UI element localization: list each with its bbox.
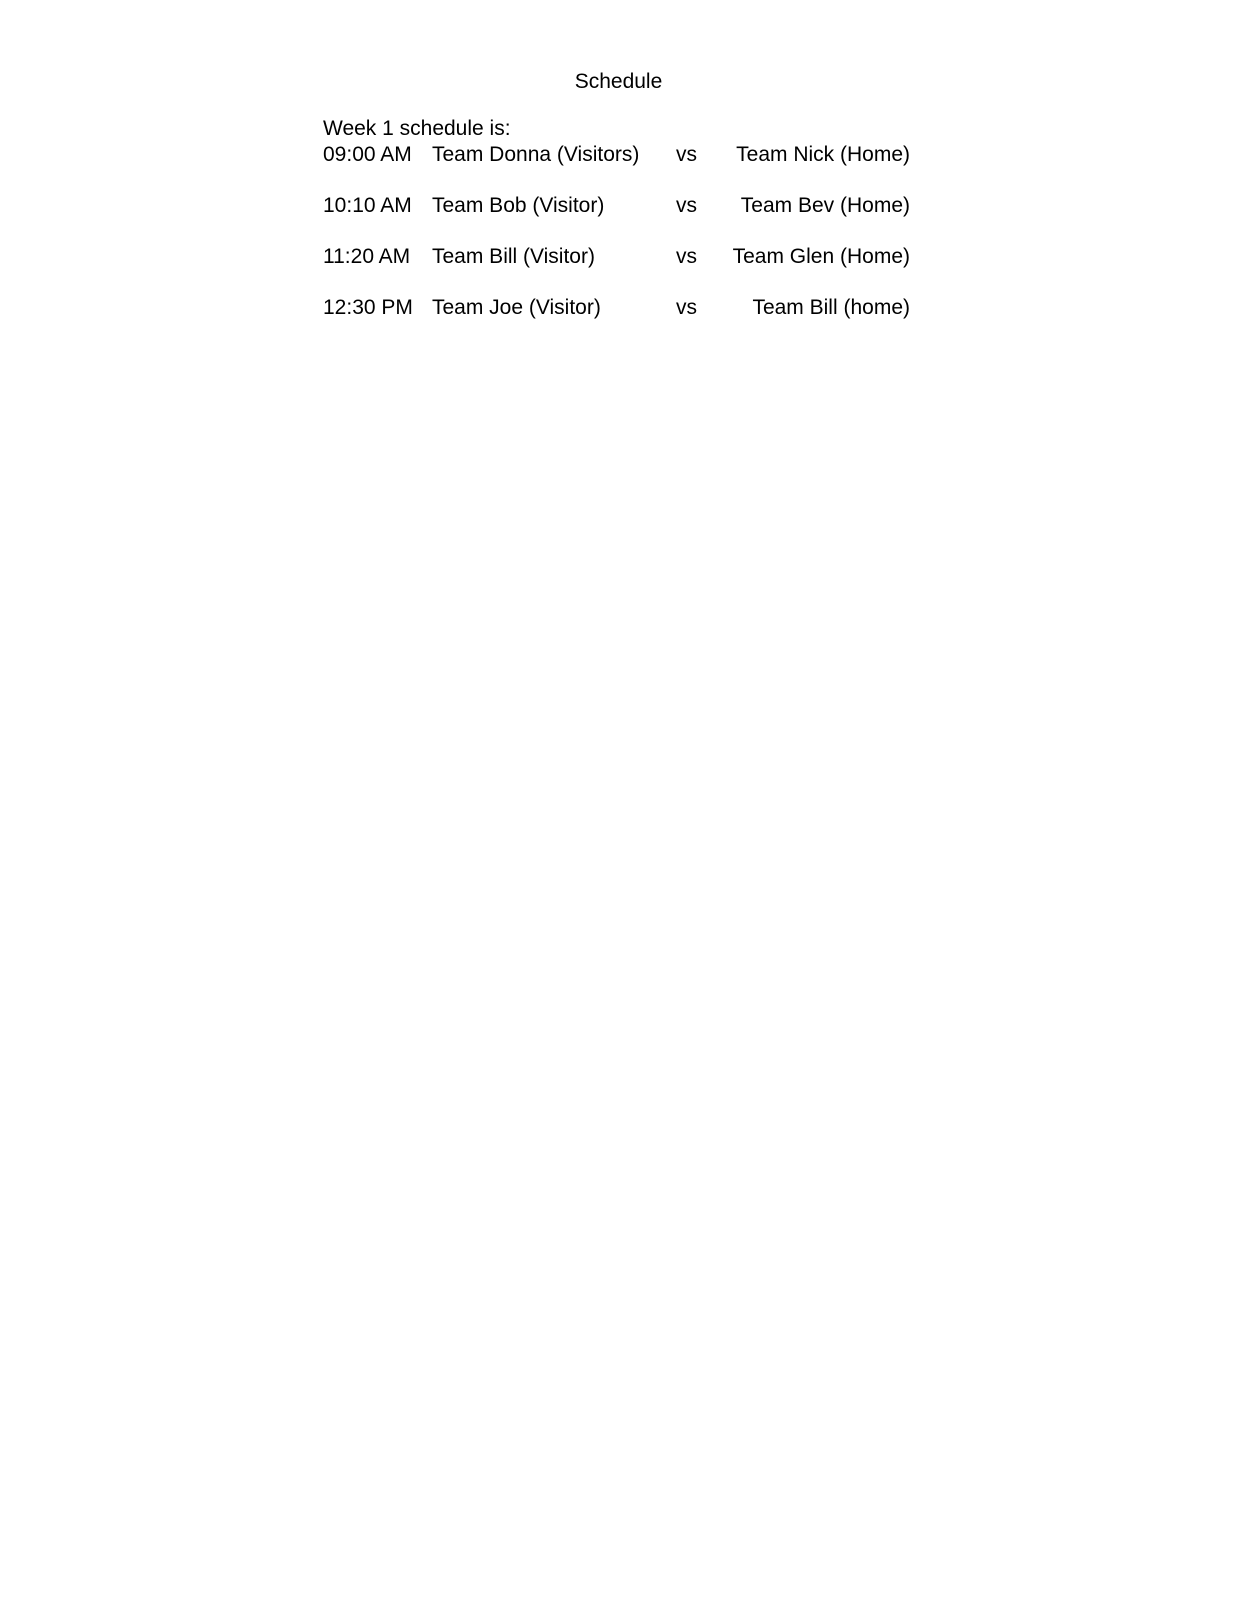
game-time: 11:20 AM (323, 245, 411, 268)
home-team: Team Glen (Home) (732, 245, 910, 268)
schedule-row (0, 142, 1237, 167)
schedule-row (0, 295, 1237, 320)
visitor-team: Team Donna (Visitors) (432, 143, 640, 166)
visitor-team: Team Bill (Visitor) (432, 245, 595, 268)
game-time: 10:10 AM (323, 194, 412, 217)
home-team: Team Bev (Home) (740, 194, 910, 217)
vs-label: vs (676, 143, 697, 166)
schedule-row (0, 244, 1237, 269)
week-heading: Week 1 schedule is: (323, 117, 511, 140)
home-team: Team Nick (Home) (736, 143, 910, 166)
vs-label: vs (676, 296, 697, 319)
visitor-team: Team Joe (Visitor) (432, 296, 601, 319)
game-time: 09:00 AM (323, 143, 412, 166)
page-title: Schedule (574, 70, 663, 93)
vs-label: vs (676, 194, 697, 217)
vs-label: vs (676, 245, 697, 268)
home-team: Team Bill (home) (752, 296, 910, 319)
visitor-team: Team Bob (Visitor) (432, 194, 605, 217)
schedule-row (0, 193, 1237, 218)
game-time: 12:30 PM (323, 296, 413, 319)
